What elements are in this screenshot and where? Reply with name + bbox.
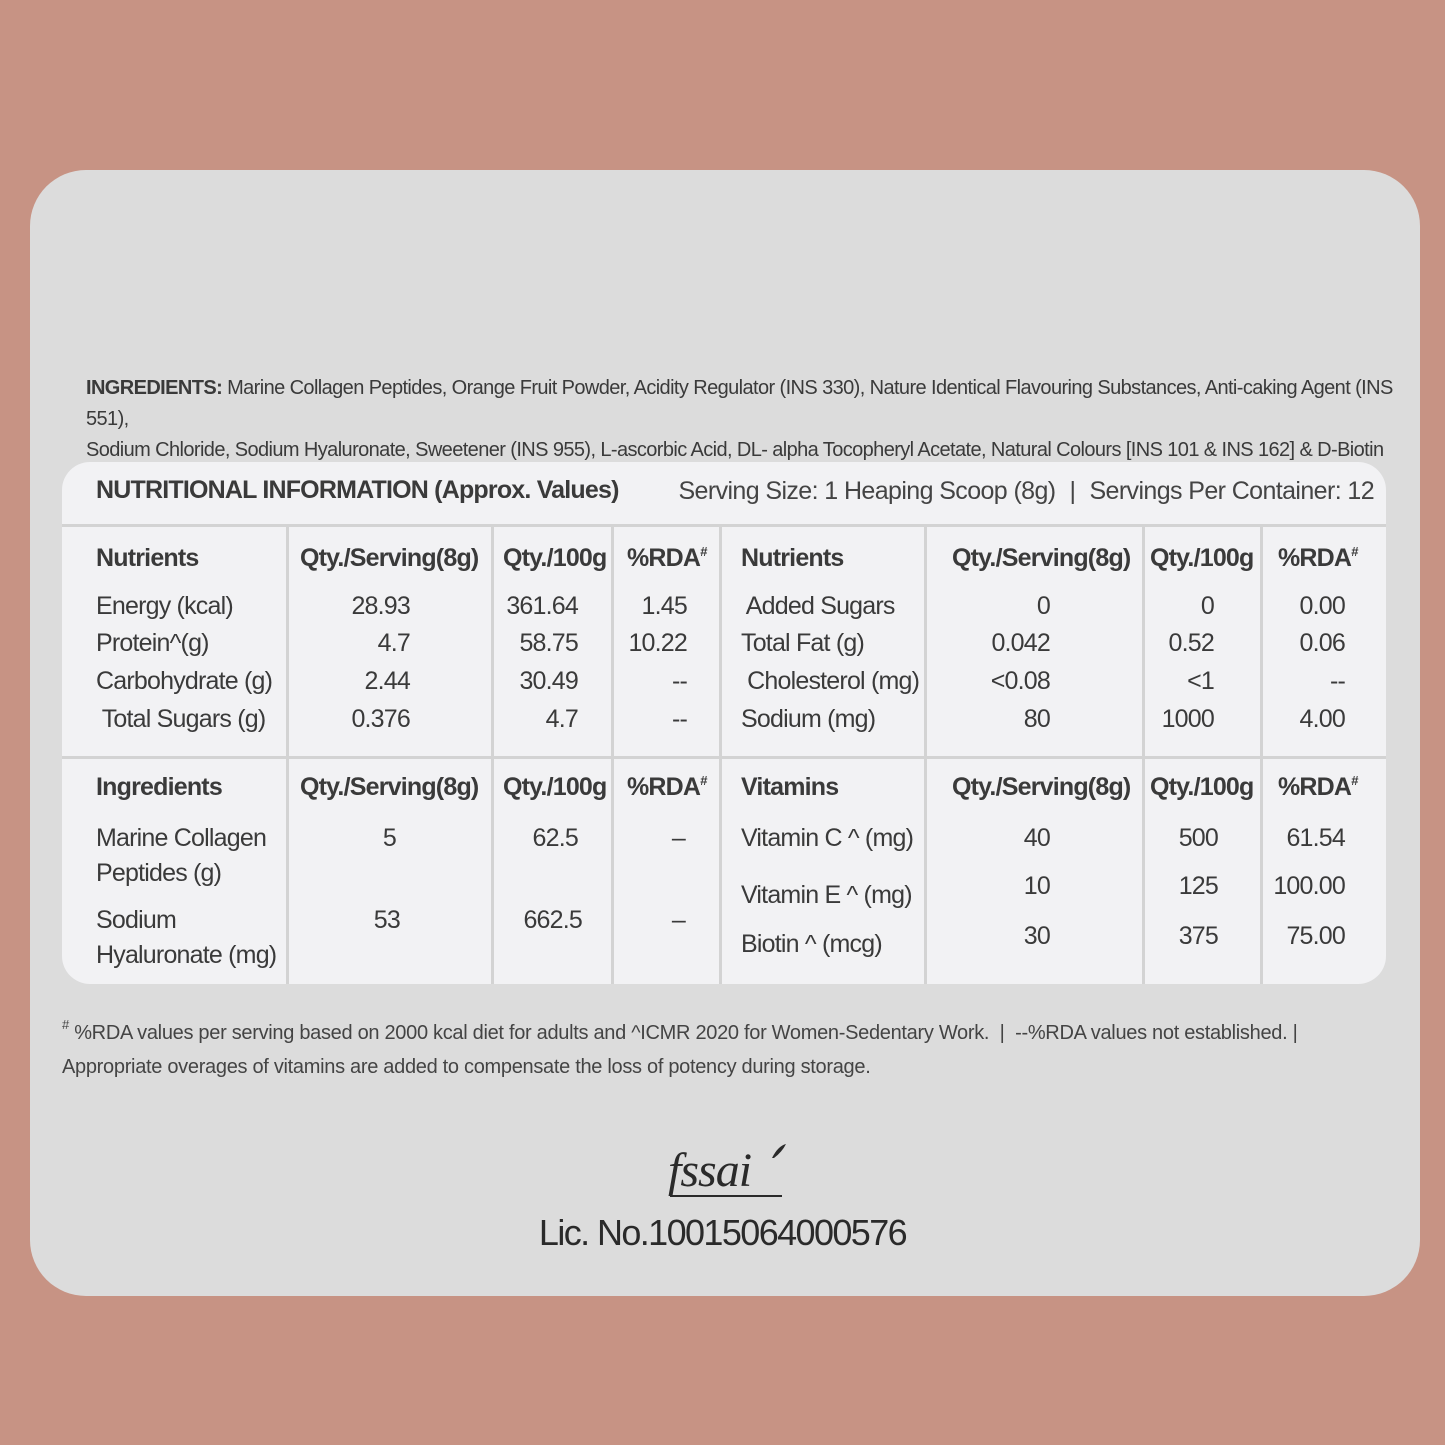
nutrient-name: Sodium (mg) [741,705,876,733]
rda-label: %RDA [1278,773,1352,801]
nutrient-rda: 1.45 [641,592,687,620]
nutrient-rda: -- [671,667,687,695]
nutrient-per100: 0 [1200,592,1214,620]
vitamin-rda: 100.00 [1273,872,1345,900]
serving-info [678,477,1374,506]
footnote [62,1008,1362,1084]
header-rda-right [1278,544,1358,573]
vitamin-per100: 375 [1178,922,1218,950]
rda-mark: # [700,773,707,788]
ingredient-name-line2: Peptides (g) [96,859,222,887]
nutrient-serving: 0.376 [351,705,410,733]
ingredients-line1: Marine Collagen Peptides, Orange Fruit Powder, Acidity Regulator (INS 330), Nature Identical Flavouring Substances, Anti-caking Agent (INS 551), [86,377,1393,430]
footnote-line2: Appropriate overages of vitamins are added to compensate the loss of potency during storage. [62,1056,871,1078]
fssai-logo [660,1140,790,1206]
nutrition-panel [62,462,1386,984]
footnote-line1: %RDA values per serving based on 2000 kcal diet for adults and ^ICMR 2020 for Women-Sedentary Work. | --%RDA values not established. | [68,1022,1298,1044]
ingredients-line2: Sodium Chloride, Sodium Hyaluronate, Sweetener (INS 955), L-ascorbic Acid, DL- alpha Tocopheryl Acetate, Natural Colours [INS 101 & INS 162] & D-Biotin [86,439,1384,461]
nutrient-name: Carbohydrate (g) [96,667,273,695]
nutrient-name: Total Sugars (g) [96,705,266,733]
header-qty-serving-vit: Qty./Serving(8g) [952,773,1131,801]
panel-header [62,462,1386,524]
nutrient-per100: 4.7 [545,705,578,733]
rda-mark: # [1351,773,1358,788]
grid-line-v1 [286,524,289,984]
ingredient-per100: 62.5 [532,824,578,852]
nutrient-rda: 0.00 [1299,592,1345,620]
vitamin-rda: 61.54 [1286,824,1345,852]
fssai-logo-text: fssai [668,1144,752,1197]
nutrient-serving: 0.042 [991,629,1050,657]
nutrient-serving: 0 [1036,592,1050,620]
header-qty-serving-ing: Qty./Serving(8g) [300,773,479,801]
vitamin-serving: 10 [1023,872,1050,900]
rda-mark: # [700,544,707,559]
header-qty-100g-left: Qty./100g [503,544,607,572]
panel-title: NUTRITIONAL INFORMATION (Approx. Values) [96,476,619,504]
ingredient-rda: – [671,824,685,852]
header-vitamins: Vitamins [741,773,839,801]
header-rda-left [627,544,707,573]
header-nutrients-right: Nutrients [741,544,844,572]
grid-line-v3 [611,524,614,984]
nutrient-name: Energy (kcal) [96,592,233,620]
grid-line-v5 [924,524,927,984]
nutrient-rda: 10.22 [628,629,687,657]
ingredients-text [86,373,1406,466]
header-rda-ing [627,773,707,802]
nutrient-name: Total Fat (g) [741,629,864,657]
nutrient-per100: 361.64 [506,592,578,620]
vitamin-rda: 75.00 [1286,922,1345,950]
rda-mark: # [1351,544,1358,559]
serving-separator: | [1069,477,1076,505]
nutrient-per100: 0.52 [1168,629,1214,657]
ingredient-serving: 5 [382,824,396,852]
header-qty-serving-left: Qty./Serving(8g) [300,544,479,572]
rda-label: %RDA [627,544,701,572]
vitamin-per100: 500 [1178,824,1218,852]
ingredient-per100: 662.5 [523,906,582,934]
nutrient-serving: 28.93 [351,592,410,620]
nutrient-rda: -- [671,705,687,733]
header-qty-serving-right: Qty./Serving(8g) [952,544,1131,572]
serving-size: Serving Size: 1 Heaping Scoop (8g) [678,477,1056,505]
grid-line-h1 [62,524,1386,527]
ingredient-name-line2: Hyaluronate (mg) [96,941,277,969]
nutrient-rda: 4.00 [1299,705,1345,733]
nutrient-serving: 4.7 [377,629,410,657]
vitamin-name: Biotin ^ (mcg) [741,930,882,958]
vitamin-serving: 30 [1023,922,1050,950]
nutrient-rda: -- [1329,667,1345,695]
vitamin-serving: 40 [1023,824,1050,852]
nutrient-name: Cholesterol (mg) [741,667,920,695]
nutrient-name: Protein^(g) [96,629,209,657]
nutrient-name: Added Sugars [741,592,895,620]
footnote-mark: # [62,1017,69,1032]
header-qty-100g-right: Qty./100g [1150,544,1254,572]
header-qty-100g-vit: Qty./100g [1150,773,1254,801]
ingredient-name-line1: Marine Collagen [96,824,267,852]
servings-per-container: Servings Per Container: 12 [1089,477,1374,505]
nutrient-per100: <1 [1187,667,1214,695]
ingredients-label: INGREDIENTS: [86,377,223,399]
nutrient-serving: 80 [1023,705,1050,733]
ingredient-rda: – [671,906,685,934]
nutrient-per100: 30.49 [519,667,578,695]
rda-label: %RDA [1278,544,1352,572]
header-nutrients-left: Nutrients [96,544,199,572]
vitamin-per100: 125 [1178,872,1218,900]
rda-label: %RDA [627,773,701,801]
ingredient-name-line1: Sodium [96,906,176,934]
nutrient-serving: <0.08 [990,667,1050,695]
header-ingredients: Ingredients [96,773,222,801]
ingredient-serving: 53 [373,906,400,934]
header-qty-100g-ing: Qty./100g [503,773,607,801]
grid-line-v4 [719,524,722,984]
nutrient-per100: 1000 [1161,705,1214,733]
license-number: Lic. No.10015064000576 [538,1212,907,1253]
vitamin-name: Vitamin C ^ (mg) [741,824,914,852]
nutrient-per100: 58.75 [519,629,578,657]
vitamin-name: Vitamin E ^ (mg) [741,881,912,909]
nutrient-rda: 0.06 [1299,629,1345,657]
nutrient-serving: 2.44 [364,667,410,695]
grid-line-h2 [62,756,1386,759]
header-rda-vit [1278,773,1358,802]
